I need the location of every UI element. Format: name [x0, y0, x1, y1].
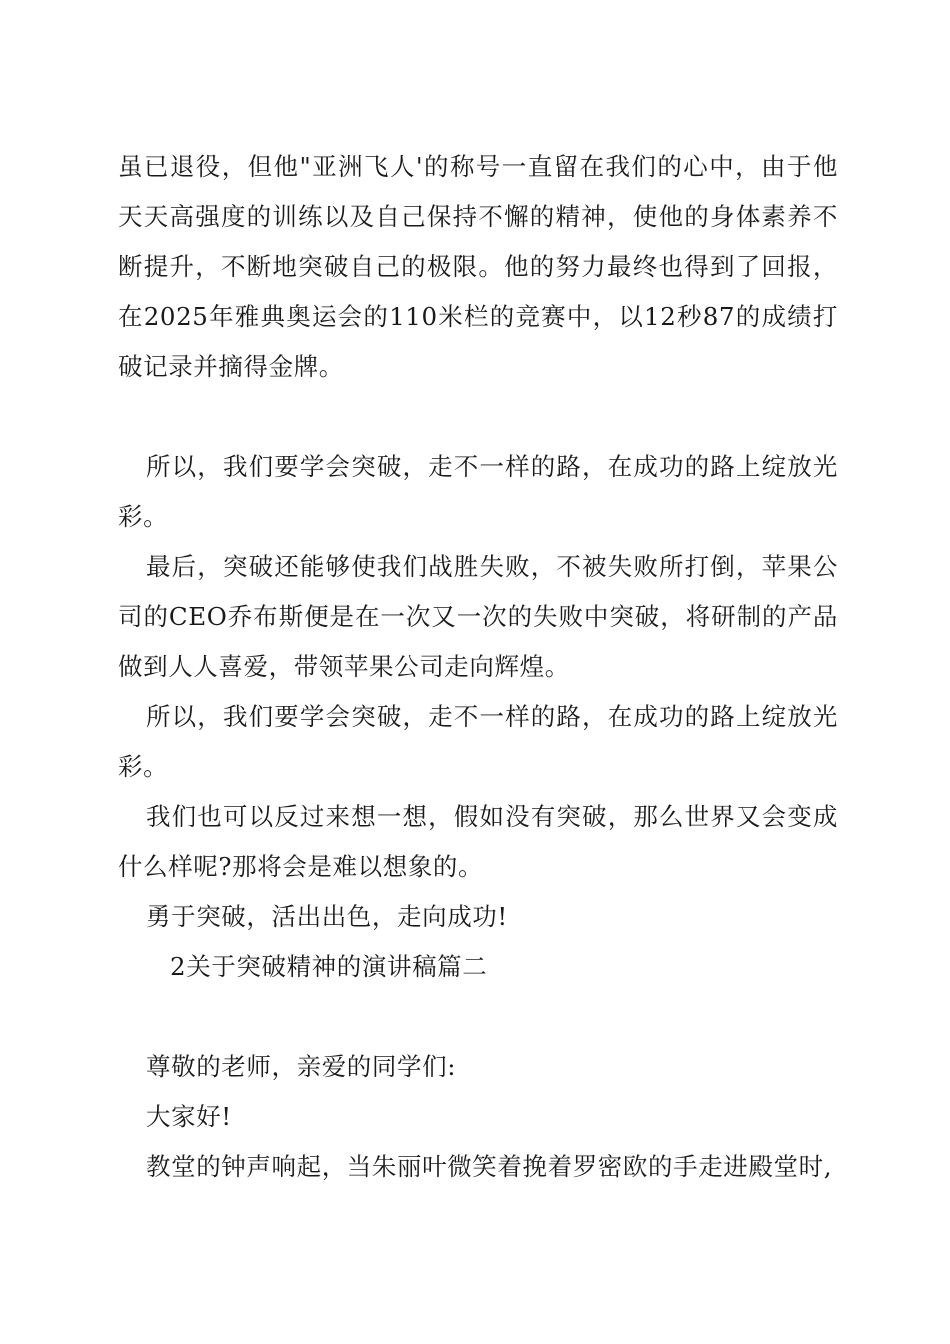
- document-body: [118, 142, 838, 1192]
- paragraph-9: 教堂的钟声响起，当朱丽叶微笑着挽着罗密欧的手走进殿堂时,: [146, 1152, 833, 1181]
- paragraph-1: 虽已退役，但他"亚洲飞人'的称号一直留在我们的心中，由于他天天高强度的训练以及自己保持不懈的精神，使他的身体素养不断提升，不断地突破自己的极限。他的努力最终也得到了回报，在2025年雅典奥运会的110米栏的竞赛中，以12秒87的成绩打破记录并摘得金牌。: [118, 152, 838, 381]
- paragraph-3: 最后，突破还能够使我们战胜失败，不被失败所打倒，苹果公司的CEO乔布斯便是在一次又一次的失败中突破，将研制的产品做到人人喜爱，带领苹果公司走向辉煌。: [118, 552, 838, 681]
- paragraph-2: 所以，我们要学会突破，走不一样的路，在成功的路上绽放光彩。: [118, 452, 838, 531]
- paragraph-4: 所以，我们要学会突破，走不一样的路，在成功的路上绽放光彩。: [118, 702, 838, 781]
- paragraph-5: 我们也可以反过来想一想，假如没有突破，那么世界又会变成什么样呢?那将会是难以想象的。: [118, 802, 838, 881]
- section-heading: 2关于突破精神的演讲稿篇二: [170, 952, 488, 981]
- paragraph-8: 大家好!: [146, 1102, 232, 1131]
- paragraph-6: 勇于突破，活出出色，走向成功!: [146, 902, 508, 931]
- paragraph-7: 尊敬的老师，亲爱的同学们:: [146, 1052, 457, 1081]
